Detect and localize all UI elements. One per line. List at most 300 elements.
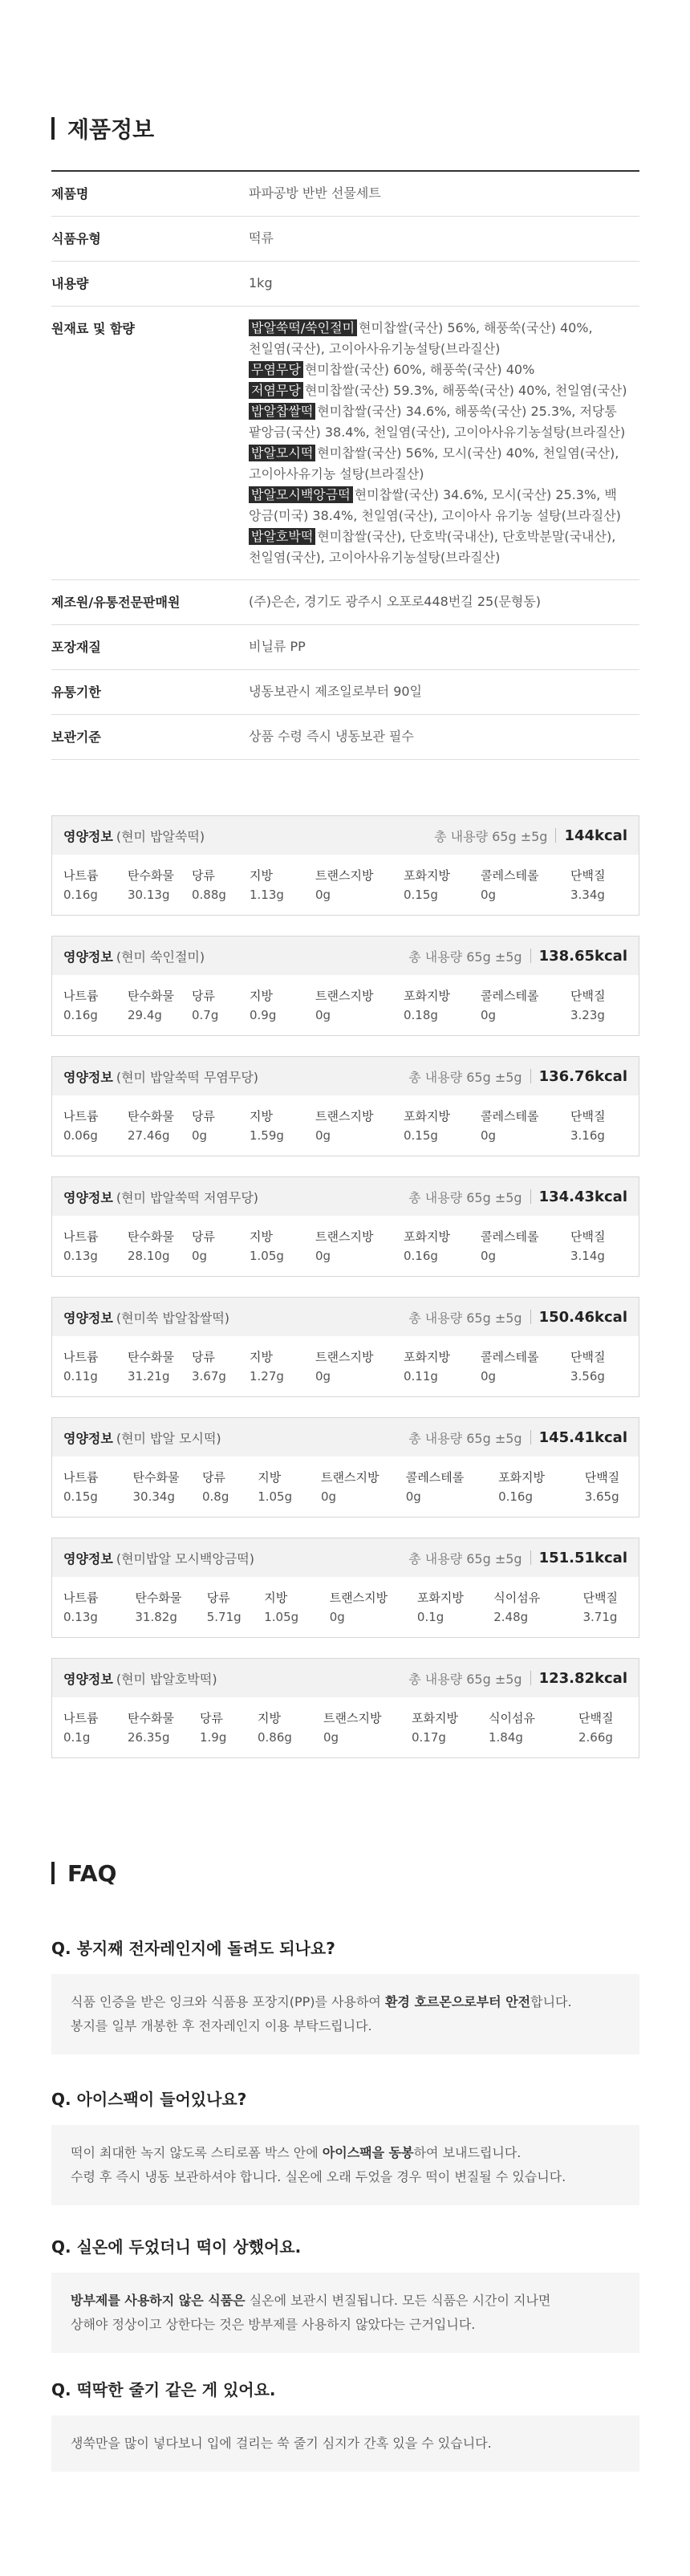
- nutrient-value: 0g: [315, 888, 331, 902]
- nutrition-label: 영양정보: [63, 1550, 113, 1566]
- nutrient-name: 포화지방: [498, 1470, 546, 1485]
- nutrient-value: 0.16g: [63, 888, 98, 902]
- nutrient-name: 지방: [264, 1591, 288, 1605]
- ingredient-line: [249, 380, 639, 401]
- nutrient-value: 29.4g: [128, 1008, 162, 1022]
- nutrient-name: 당류: [192, 1350, 215, 1364]
- nutrient-value: 26.35g: [128, 1730, 170, 1745]
- ingredient-line: [249, 360, 639, 380]
- nutrient-cell: [323, 1709, 412, 1747]
- nutrient-value: 0g: [481, 1369, 497, 1383]
- nutrient-cell: [63, 1709, 128, 1747]
- nutrient-name: 단백질: [570, 989, 606, 1003]
- divider: [530, 1189, 531, 1204]
- nutrient-name: 포화지방: [404, 1350, 450, 1364]
- info-key: 식품유형: [51, 231, 101, 246]
- nutrient-cell: [63, 866, 128, 904]
- nutrient-cell: [570, 986, 627, 1025]
- nutrient-name: 나트륨: [63, 1109, 99, 1123]
- info-row: [51, 262, 639, 307]
- nutrient-name: 나트륨: [63, 1711, 99, 1725]
- faq-question: Q. 아이스팩이 들어있나요?: [51, 2090, 247, 2109]
- nutrient-name: 지방: [258, 1470, 282, 1485]
- nutrition-header: [52, 1057, 639, 1095]
- nutrient-cell: [63, 1107, 128, 1145]
- nutrient-cell: [481, 866, 570, 904]
- nutrient-cell: [192, 866, 250, 904]
- ingredient-tag: 저염무당: [249, 382, 303, 399]
- nutrient-cell: [63, 1588, 135, 1627]
- product-info-table: [51, 170, 639, 760]
- ingredient-line: [249, 422, 639, 443]
- nutrient-value: 2.48g: [493, 1610, 529, 1624]
- info-key: 포장재질: [51, 640, 101, 655]
- nutrient-cell: [258, 1468, 321, 1506]
- faq-answer-text: 수령 후 즉시 냉동 보관하셔야 합니다. 실온에 오래 두었을 경우 떡이 변질될 수 있습니다.: [71, 2169, 566, 2184]
- nutrition-header: [52, 816, 639, 855]
- faq-answer-emphasis: 환경 호르몬으로부터 안전: [384, 1994, 531, 2009]
- nutrient-name: 당류: [202, 1470, 225, 1485]
- nutrient-value: 0.18g: [404, 1008, 438, 1022]
- nutrient-name: 지방: [250, 989, 273, 1003]
- heading-bar: [51, 1862, 55, 1884]
- nutrient-cell: [258, 1709, 323, 1747]
- nutrient-value: 0.15g: [404, 888, 438, 902]
- ingredient-text: 현미찹쌀(국산) 60%, 해풍쑥(국산) 40%: [304, 362, 535, 377]
- ingredient-tag: 밥알찹쌀떡: [249, 403, 315, 420]
- nutrient-cell: [481, 1107, 570, 1145]
- nutrient-value: 1.9g: [200, 1730, 227, 1745]
- nutrient-name: 단백질: [570, 868, 606, 883]
- nutrition-label: 영양정보: [63, 828, 113, 844]
- ingredient-text: 앙금(미국) 38.4%, 천일염(국산), 고이아사 유기농 설탕(브라질산): [249, 508, 621, 523]
- info-value: 냉동보관시 제조일로부터 90일: [249, 684, 423, 699]
- info-key: 원재료 및 함량: [51, 321, 135, 336]
- nutrient-name: 콜레스테롤: [481, 989, 539, 1003]
- nutrient-cell: [315, 1107, 404, 1145]
- faq-answer-text: 합니다.: [530, 1994, 572, 2009]
- info-row: [51, 307, 639, 580]
- nutrient-name: 탄수화물: [132, 1470, 180, 1485]
- nutrient-name: 지방: [250, 1350, 273, 1364]
- faq-answer-text: 하여 보내드립니다.: [413, 2145, 522, 2160]
- nutrient-name: 트랜스지방: [315, 868, 374, 883]
- nutrient-value: 0.16g: [498, 1489, 533, 1504]
- nutrient-value: 0.06g: [63, 1128, 98, 1143]
- nutrient-cell: [250, 1347, 315, 1386]
- nutrition-total: 총 내용량 65g ±5g: [408, 1671, 522, 1687]
- nutrient-value: 30.34g: [132, 1489, 175, 1504]
- info-row: [51, 580, 639, 625]
- nutrition-total: 총 내용량 65g ±5g: [408, 1069, 522, 1085]
- nutrient-name: 포화지방: [404, 1109, 450, 1123]
- nutrient-name: 당류: [192, 1109, 215, 1123]
- nutrition-total: 총 내용량 65g ±5g: [408, 1430, 522, 1446]
- nutrient-name: 트랜스지방: [315, 989, 374, 1003]
- nutrient-value: 0g: [405, 1489, 421, 1504]
- nutrient-value: 0.1g: [416, 1610, 444, 1624]
- nutrient-cell: [315, 1347, 404, 1386]
- ingredient-text: 팥앙금(국산) 38.4%, 천일염(국산), 고이아사유기농설탕(브라질산): [249, 425, 626, 440]
- nutrient-cell: [315, 1227, 404, 1266]
- nutrition-header: [52, 1298, 639, 1336]
- nutrient-value: 1.05g: [258, 1489, 293, 1504]
- nutrition-kcal: 123.82kcal: [538, 1669, 627, 1687]
- nutrient-name: 당류: [192, 868, 215, 883]
- faq-answer-emphasis: 아이스팩을 동봉: [322, 2145, 414, 2160]
- nutrient-name: 콜레스테롤: [481, 868, 539, 883]
- product-info-title: 제품정보: [67, 116, 155, 143]
- nutrient-cell: [202, 1468, 258, 1506]
- nutrition-label: 영양정보: [63, 1189, 113, 1205]
- divider: [530, 1671, 531, 1685]
- nutrient-cell: [417, 1588, 493, 1627]
- info-value: 파파공방 반반 선물세트: [249, 185, 381, 201]
- faq-answer: [51, 1974, 639, 2054]
- nutrition-product: (현미밥알 모시백앙금떡): [116, 1550, 254, 1566]
- nutrient-cell: [315, 986, 404, 1025]
- faq-question: Q. 떡딱한 줄기 같은 게 있어요.: [51, 2380, 276, 2399]
- nutrition-kcal: 138.65kcal: [538, 947, 627, 965]
- nutrient-name: 당류: [206, 1591, 230, 1605]
- ingredient-line: [249, 485, 639, 506]
- divider: [530, 1430, 531, 1444]
- nutrient-value: 31.21g: [128, 1369, 170, 1383]
- nutrient-cell: [250, 986, 315, 1025]
- nutrition-label: 영양정보: [63, 949, 113, 965]
- nutrient-cell: [192, 1107, 250, 1145]
- divider: [530, 949, 531, 963]
- nutrient-name: 지방: [250, 868, 273, 883]
- heading-bar: [51, 117, 55, 140]
- nutrient-value: 0.9g: [250, 1008, 277, 1022]
- nutrition-values: [52, 1697, 639, 1747]
- nutrition-kcal: 134.43kcal: [538, 1188, 627, 1205]
- nutrient-cell: [493, 1588, 582, 1627]
- nutrition-label: 영양정보: [63, 1310, 113, 1326]
- nutrient-cell: [192, 1227, 250, 1266]
- nutrient-cell: [63, 1347, 128, 1386]
- nutrient-cell: [481, 986, 570, 1025]
- nutrient-name: 단백질: [570, 1350, 606, 1364]
- ingredient-text: 현미찹쌀(국산) 56%, 모시(국산) 40%, 천일염(국산),: [317, 445, 619, 461]
- nutrient-cell: [128, 986, 192, 1025]
- faq-answer: [51, 2273, 639, 2353]
- nutrient-name: 포화지방: [404, 1229, 450, 1244]
- faq-answer-text: 떡이 최대한 녹지 않도록 스티로폼 박스 안에: [71, 2145, 323, 2160]
- nutrient-cell: [481, 1227, 570, 1266]
- nutrition-product: (현미 밥알쑥떡): [116, 828, 205, 844]
- nutrient-name: 탄수화물: [128, 1229, 174, 1244]
- ingredient-text: 현미찹쌀(국산) 34.6%, 해풍쑥(국산) 25.3%, 저당통: [317, 404, 617, 419]
- info-value: [249, 318, 639, 568]
- faq-answer: [51, 2416, 639, 2472]
- nutrient-value: 0.15g: [63, 1489, 98, 1504]
- nutrient-cell: [498, 1468, 585, 1506]
- nutrient-name: 트랜스지방: [315, 1350, 374, 1364]
- nutrition-product: (현미 밥알 모시떡): [116, 1430, 221, 1446]
- nutrition-product: (현미쑥 밥알찹쌀떡): [116, 1310, 230, 1326]
- nutrient-name: 지방: [250, 1229, 273, 1244]
- nutrient-name: 단백질: [582, 1591, 618, 1605]
- nutrient-value: 3.16g: [570, 1128, 605, 1143]
- nutrient-cell: [570, 1347, 627, 1386]
- ingredient-line: [249, 318, 639, 339]
- ingredient-text: 현미찹쌀(국산) 34.6%, 모시(국산) 25.3%, 백: [354, 487, 617, 502]
- ingredient-text: 고이아사유기농 설탕(브라질산): [249, 466, 424, 481]
- nutrition-kcal: 150.46kcal: [538, 1308, 627, 1326]
- nutrient-value: 0g: [481, 888, 497, 902]
- nutrient-name: 나트륨: [63, 989, 99, 1003]
- info-value: 상품 수령 즉시 냉동보관 필수: [249, 729, 414, 744]
- nutrient-value: 0.17g: [412, 1730, 446, 1745]
- nutrition-product: (현미 쑥인절미): [116, 949, 205, 965]
- nutrient-name: 식이섬유: [489, 1711, 535, 1725]
- nutrient-value: 0g: [192, 1249, 208, 1263]
- nutrient-name: 포화지방: [416, 1591, 464, 1605]
- faq-answer-emphasis: 방부제를 사용하지 않은 식품은: [71, 2293, 246, 2308]
- nutrition-kcal: 151.51kcal: [538, 1549, 627, 1566]
- nutrition-values: [52, 1457, 639, 1506]
- nutrient-value: 3.71g: [582, 1610, 618, 1624]
- nutrient-name: 트랜스지방: [315, 1229, 374, 1244]
- nutrition-kcal: 145.41kcal: [538, 1428, 627, 1446]
- info-value: 1kg: [249, 275, 273, 291]
- nutrient-value: 0.15g: [404, 1128, 438, 1143]
- nutrient-cell: [585, 1468, 639, 1506]
- info-row: [51, 625, 639, 670]
- nutrient-value: 0g: [315, 1008, 331, 1022]
- nutrient-value: 1.05g: [250, 1249, 284, 1263]
- nutrient-value: 5.71g: [206, 1610, 242, 1624]
- nutrient-name: 포화지방: [404, 868, 450, 883]
- nutrient-cell: [570, 866, 627, 904]
- nutrient-name: 당류: [200, 1711, 223, 1725]
- divider: [555, 828, 556, 843]
- info-key: 제조원/유통전문판매원: [51, 595, 181, 610]
- ingredient-text: 천일염(국산), 고이아사유기농설탕(브라질산): [249, 341, 501, 356]
- nutrition-box: [51, 1176, 639, 1277]
- nutrition-total: 총 내용량 65g ±5g: [408, 949, 522, 965]
- ingredient-text: 현미찹쌀(국산) 59.3%, 해풍쑥(국산) 40%, 천일염(국산): [304, 383, 627, 398]
- nutrition-label: 영양정보: [63, 1430, 113, 1446]
- nutrient-cell: [135, 1588, 206, 1627]
- divider: [530, 1310, 531, 1324]
- ingredient-tag: 밥알모시백앙금떡: [249, 486, 353, 503]
- nutrient-cell: [128, 1709, 200, 1747]
- ingredient-line: [249, 339, 639, 360]
- nutrition-box: [51, 1417, 639, 1518]
- nutrition-label: 영양정보: [63, 1671, 113, 1687]
- nutrient-cell: [128, 1227, 192, 1266]
- info-value: 떡류: [249, 230, 274, 246]
- nutrient-value: 30.13g: [128, 888, 170, 902]
- nutrition-values: [52, 975, 639, 1025]
- nutrient-value: 0g: [481, 1008, 497, 1022]
- ingredient-line: [249, 526, 639, 547]
- nutrient-name: 나트륨: [63, 1470, 99, 1485]
- info-row: [51, 172, 639, 217]
- nutrient-value: 0.16g: [63, 1008, 98, 1022]
- ingredient-line: [249, 443, 639, 464]
- nutrient-name: 단백질: [570, 1109, 606, 1123]
- nutrient-cell: [321, 1468, 406, 1506]
- nutrient-name: 포화지방: [412, 1711, 458, 1725]
- info-key: 제품명: [51, 186, 89, 201]
- nutrient-value: 0.11g: [404, 1369, 438, 1383]
- nutrient-name: 나트륨: [63, 1591, 99, 1605]
- nutrient-name: 나트륨: [63, 1229, 99, 1244]
- nutrient-cell: [200, 1709, 258, 1747]
- nutrition-box: [51, 1658, 639, 1758]
- nutrition-box: [51, 936, 639, 1036]
- nutrient-name: 지방: [250, 1109, 273, 1123]
- ingredient-text: 현미찹쌀(국산) 56%, 해풍쑥(국산) 40%,: [359, 320, 593, 335]
- info-row: [51, 217, 639, 262]
- faq-title: FAQ: [67, 1859, 117, 1887]
- nutrient-name: 콜레스테롤: [481, 1109, 539, 1123]
- nutrition-kcal: 144kcal: [564, 827, 627, 844]
- ingredient-line: [249, 401, 639, 422]
- nutrient-value: 0g: [321, 1489, 337, 1504]
- nutrition-box: [51, 815, 639, 916]
- nutrient-value: 0.8g: [202, 1489, 229, 1504]
- nutrient-value: 1.59g: [250, 1128, 284, 1143]
- nutrition-total: 총 내용량 65g ±5g: [408, 1189, 522, 1205]
- nutrient-name: 콜레스테롤: [405, 1470, 465, 1485]
- nutrient-cell: [404, 1347, 481, 1386]
- nutrient-name: 단백질: [578, 1711, 614, 1725]
- nutrient-name: 탄수화물: [128, 1350, 174, 1364]
- nutrient-name: 콜레스테롤: [481, 1229, 539, 1244]
- nutrient-cell: [481, 1347, 570, 1386]
- nutrition-header: [52, 1538, 639, 1577]
- nutrient-name: 트랜스지방: [315, 1109, 374, 1123]
- nutrient-cell: [192, 1347, 250, 1386]
- info-row: [51, 715, 639, 760]
- nutrient-cell: [412, 1709, 489, 1747]
- nutrient-name: 단백질: [584, 1470, 620, 1485]
- nutrition-total: 총 내용량 65g ±5g: [434, 828, 548, 844]
- nutrition-total: 총 내용량 65g ±5g: [408, 1310, 522, 1326]
- nutrition-values: [52, 1216, 639, 1266]
- nutrition-header: [52, 1659, 639, 1697]
- nutrient-cell: [250, 1107, 315, 1145]
- nutrient-cell: [315, 866, 404, 904]
- info-row: [51, 670, 639, 715]
- ingredient-tag: 밥알쑥떡/쑥인절미: [249, 319, 357, 336]
- nutrient-value: 0.88g: [192, 888, 226, 902]
- faq-answer-text: 생쑥만을 많이 넣다보니 입에 걸리는 쑥 줄기 심지가 간혹 있을 수 있습니다.: [71, 2436, 492, 2451]
- ingredient-tag: 밥알호박떡: [249, 528, 315, 545]
- nutrition-values: [52, 1336, 639, 1386]
- product-info-heading: [51, 116, 154, 141]
- nutrient-cell: [404, 1227, 481, 1266]
- nutrient-value: 0.1g: [63, 1730, 91, 1745]
- nutrient-value: 0.7g: [192, 1008, 219, 1022]
- nutrient-value: 0g: [481, 1249, 497, 1263]
- nutrient-cell: [192, 986, 250, 1025]
- info-key: 내용량: [51, 276, 89, 291]
- nutrition-header: [52, 1418, 639, 1457]
- nutrient-cell: [63, 1227, 128, 1266]
- nutrient-name: 탄수화물: [128, 1711, 174, 1725]
- nutrient-value: 1.13g: [250, 888, 284, 902]
- nutrient-cell: [128, 1347, 192, 1386]
- nutrient-cell: [404, 866, 481, 904]
- ingredient-text: 천일염(국산), 고이아사유기농설탕(브라질산): [249, 550, 501, 565]
- info-key: 유통기한: [51, 685, 101, 700]
- faq-answer-text: 식품 인증을 받은 잉크와 식품용 포장지(PP)를 사용하여: [71, 1994, 385, 2009]
- nutrition-values: [52, 855, 639, 904]
- nutrition-box: [51, 1056, 639, 1156]
- nutrient-cell: [330, 1588, 417, 1627]
- nutrient-value: 0g: [315, 1369, 331, 1383]
- divider: [530, 1069, 531, 1083]
- nutrient-name: 나트륨: [63, 1350, 99, 1364]
- nutrient-name: 식이섬유: [493, 1591, 541, 1605]
- nutrient-cell: [250, 1227, 315, 1266]
- nutrition-product: (현미 밥알쑥떡 무염무당): [116, 1069, 259, 1085]
- nutrient-cell: [128, 1107, 192, 1145]
- nutrient-name: 나트륨: [63, 868, 99, 883]
- nutrient-cell: [570, 1227, 627, 1266]
- nutrition-kcal: 136.76kcal: [538, 1067, 627, 1085]
- nutrient-cell: [404, 1107, 481, 1145]
- ingredient-tag: 밥알모시떡: [249, 445, 315, 461]
- faq-answer-text: 봉지를 일부 개봉한 후 전자레인지 이용 부탁드립니다.: [71, 2018, 372, 2034]
- nutrient-value: 31.82g: [135, 1610, 177, 1624]
- ingredient-text: 현미찹쌀(국산), 단호박(국내산), 단호박분말(국내산),: [317, 529, 616, 544]
- nutrition-box: [51, 1538, 639, 1638]
- nutrient-cell: [128, 866, 192, 904]
- nutrition-product: (현미 밥알호박떡): [116, 1671, 217, 1687]
- nutrient-cell: [207, 1588, 265, 1627]
- nutrient-name: 트랜스지방: [321, 1470, 380, 1485]
- nutrient-cell: [63, 986, 128, 1025]
- nutrient-name: 탄수화물: [135, 1591, 182, 1605]
- info-key: 보관기준: [51, 729, 101, 745]
- nutrition-values: [52, 1095, 639, 1145]
- nutrient-value: 2.66g: [578, 1730, 613, 1745]
- ingredient-tag: 무염무당: [249, 361, 303, 378]
- faq-answer-text: 실온에 보관시 변질됩니다. 모든 식품은 시간이 지나면: [245, 2293, 551, 2308]
- info-value: (주)은손, 경기도 광주시 오포로448번길 25(문형동): [249, 594, 542, 609]
- nutrient-name: 포화지방: [404, 989, 450, 1003]
- nutrient-cell: [489, 1709, 578, 1747]
- ingredient-line: [249, 464, 639, 485]
- nutrient-value: 1.84g: [489, 1730, 523, 1745]
- ingredient-line: [249, 547, 639, 568]
- nutrient-name: 탄수화물: [128, 989, 174, 1003]
- nutrient-cell: [582, 1588, 639, 1627]
- nutrition-label: 영양정보: [63, 1069, 113, 1085]
- faq-question: Q. 봉지째 전자레인지에 돌려도 되나요?: [51, 1939, 335, 1958]
- nutrient-cell: [406, 1468, 498, 1506]
- nutrient-cell: [63, 1468, 133, 1506]
- nutrient-cell: [578, 1709, 635, 1747]
- nutrient-value: 0g: [323, 1730, 339, 1745]
- nutrient-value: 1.05g: [264, 1610, 299, 1624]
- nutrient-value: 0g: [315, 1128, 331, 1143]
- nutrient-value: 0.13g: [63, 1610, 98, 1624]
- nutrient-value: 27.46g: [128, 1128, 170, 1143]
- nutrient-value: 0.86g: [258, 1730, 292, 1745]
- nutrient-value: 3.67g: [192, 1369, 226, 1383]
- nutrient-value: 1.27g: [250, 1369, 284, 1383]
- nutrition-box: [51, 1297, 639, 1397]
- nutrient-name: 탄수화물: [128, 868, 174, 883]
